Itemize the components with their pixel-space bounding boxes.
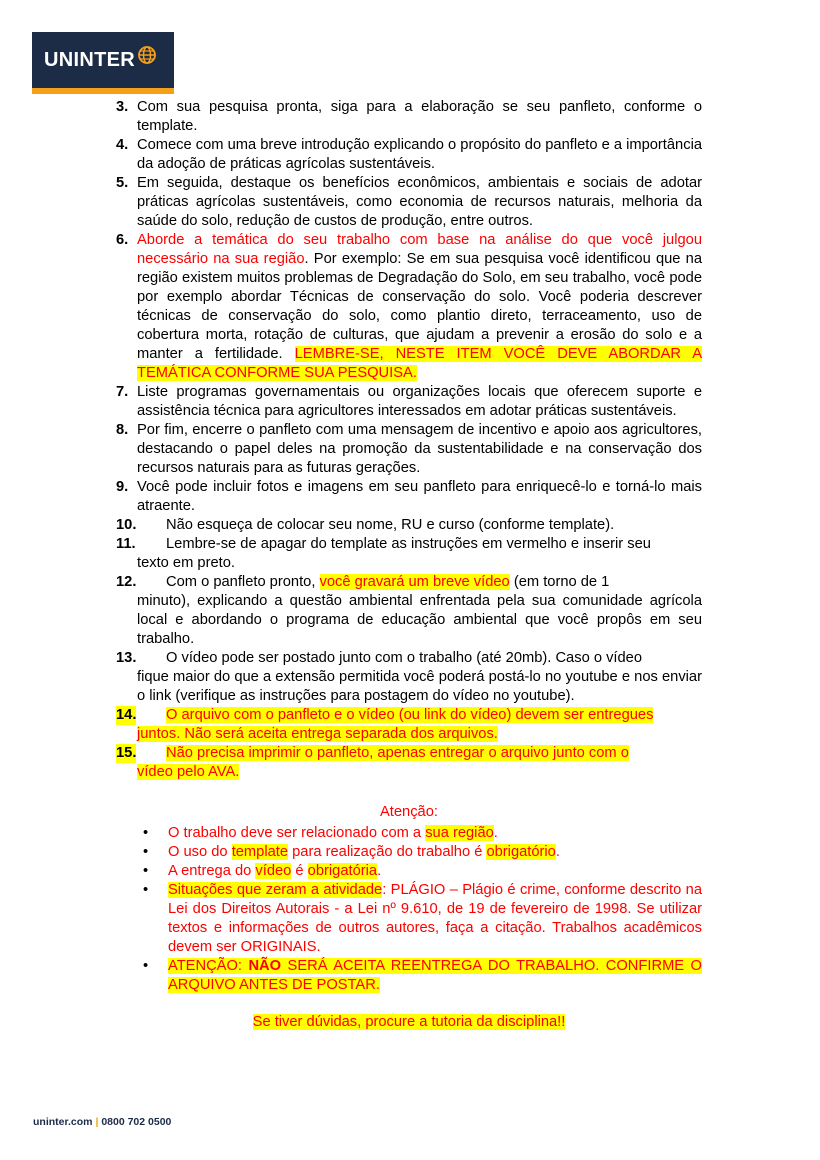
- attention-title: Atenção:: [380, 804, 438, 820]
- bullet-item: [116, 881, 702, 957]
- list-item: [116, 136, 702, 174]
- item-first-line: [166, 707, 653, 723]
- list-item: [116, 516, 702, 535]
- item-number: 9.: [116, 479, 129, 495]
- text-segment: O arquivo com o panfleto e o vídeo (ou link do vídeo) devem ser entregues: [166, 707, 654, 723]
- list-item: [116, 383, 702, 421]
- item-number: 5.: [116, 175, 129, 191]
- logo-accent-bar: [32, 88, 174, 94]
- bullet-icon: •: [143, 958, 149, 974]
- text-segment: você gravará um breve vídeo: [319, 574, 510, 590]
- text-segment: O vídeo pode ser postado junto com o trabalho (até 20mb). Caso o vídeo: [166, 650, 642, 666]
- item-first-line: [166, 517, 614, 533]
- item-continuation: [137, 592, 702, 649]
- text-segment: fique maior do que a extensão permitida você poderá postá-lo no youtube e nos enviar o link (verifique as instruções para postagem do vídeo no youtube).: [137, 669, 702, 704]
- instruction-list: [116, 98, 702, 782]
- text-segment: template: [231, 844, 289, 860]
- document-body: [116, 98, 702, 1032]
- text-segment: .: [555, 844, 560, 860]
- final-message: [116, 1013, 702, 1032]
- list-item: [116, 98, 702, 136]
- text-segment: ATENÇÃO:: [168, 958, 249, 974]
- item-number: 12.: [116, 574, 137, 590]
- text-segment: sua região: [425, 825, 494, 841]
- item-first-line: [166, 574, 609, 590]
- footer-separator: |: [95, 1116, 99, 1128]
- item-continuation: [137, 668, 702, 706]
- list-item: [116, 421, 702, 478]
- text-segment: obrigatório: [486, 844, 556, 860]
- text-segment: Comece com uma breve introdução explicando o propósito do panfleto e a importância da adoção de práticas agrícolas sustentáveis.: [137, 137, 702, 172]
- footer: [33, 1116, 171, 1128]
- text-segment: (em torno de 1: [509, 574, 610, 590]
- bullet-icon: •: [143, 882, 149, 898]
- bullet-item: [116, 957, 702, 995]
- text-segment: Situações que zeram a atividade: [168, 882, 383, 898]
- text-segment: é: [291, 863, 308, 879]
- item-number: 3.: [116, 99, 129, 115]
- text-segment: para realização do trabalho é: [288, 844, 487, 860]
- list-item: [116, 174, 702, 231]
- text-segment: O trabalho deve ser relacionado com a: [168, 825, 426, 841]
- list-item: [116, 744, 702, 782]
- text-segment: juntos. Não será aceita entrega separada dos arquivos.: [137, 726, 498, 742]
- text-segment: Não precisa imprimir o panfleto, apenas entregar o arquivo junto com o: [166, 745, 629, 761]
- text-segment: Você pode incluir fotos e imagens em seu panfleto para enriquecê-lo e torná-lo mais atraente.: [137, 479, 702, 514]
- bullet-icon: •: [143, 863, 149, 879]
- text-segment: .: [493, 825, 498, 841]
- item-number: 8.: [116, 422, 129, 438]
- list-item: [116, 706, 702, 744]
- text-segment: Liste programas governamentais ou organizações locais que oferecem suporte e assistência técnica para agricultores interessados em adotar práticas sustentáveis.: [137, 384, 702, 419]
- text-segment: Em seguida, destaque os benefícios econômicos, ambientais e sociais de adotar práticas agrícolas sustentáveis, como economia de recursos naturais, melhoria da saúde do solo, redução de custos de produção, entre outros.: [137, 175, 702, 229]
- item-first-line: [166, 745, 629, 761]
- list-item: [116, 231, 702, 383]
- logo-box: [32, 32, 174, 88]
- item-number: 14.: [116, 707, 137, 723]
- text-segment: NÃO: [248, 958, 282, 974]
- item-number: 13.: [116, 650, 137, 666]
- text-segment: Aborde a temática do seu trabalho com base na análise do que você julgou necessário na sua região: [137, 232, 702, 267]
- text-segment: LEMBRE-SE, NESTE ITEM VOCÊ DEVE ABORDAR A TEMÁTICA CONFORME SUA PESQUISA.: [137, 346, 703, 381]
- text-segment: Lembre-se de apagar do template as instruções em vermelho e inserir seu: [166, 536, 651, 552]
- bullet-icon: •: [143, 825, 149, 841]
- item-number: 11.: [116, 536, 136, 552]
- text-segment: O uso do: [168, 844, 232, 860]
- item-number: 6.: [116, 232, 129, 248]
- text-segment: Com sua pesquisa pronta, siga para a elaboração se seu panfleto, conforme o template.: [137, 99, 702, 134]
- text-segment: Com o panfleto pronto,: [166, 574, 320, 590]
- logo-text: UNINTER: [44, 49, 135, 71]
- item-first-line: [166, 536, 651, 552]
- text-segment: obrigatória: [307, 863, 378, 879]
- text-segment: : PLÁGIO – Plágio é crime, conforme descrito na Lei dos Direitos Autorais - a Lei nº 9.610, de 19 de fevereiro de 1998. Se utilizar textos e informações de outros autores, faça a citação. Trabalhos acadêmicos devem ser ORIGINAIS.: [168, 882, 702, 955]
- text-segment: vídeo pelo AVA.: [137, 764, 240, 780]
- attention-list: [116, 824, 702, 995]
- list-item: [116, 649, 702, 706]
- final-message-text: Se tiver dúvidas, procure a tutoria da disciplina!!: [252, 1014, 566, 1030]
- globe-icon: [137, 31, 157, 87]
- text-segment: Por fim, encerre o panfleto com uma mensagem de incentivo e apoio aos agricultores, destacando o papel deles na promoção da sustentabilidade e na conservação dos recursos naturais para as futuras gerações.: [137, 422, 702, 476]
- bullet-item: [116, 862, 702, 881]
- item-number: 10.: [116, 517, 137, 533]
- item-continuation: [137, 725, 702, 744]
- item-number: 7.: [116, 384, 129, 400]
- text-segment: minuto), explicando a questão ambiental enfrentada pela sua comunidade agrícola local e abordando o programa de educação ambiental que você propôs em seu trabalho.: [137, 593, 702, 647]
- bullet-icon: •: [143, 844, 149, 860]
- text-segment: vídeo: [255, 863, 292, 879]
- text-segment: SERÁ ACEITA REENTREGA DO TRABALHO. CONFIRME O ARQUIVO ANTES DE POSTAR.: [168, 958, 702, 993]
- item-continuation: [137, 763, 702, 782]
- bullet-item: [116, 843, 702, 862]
- item-number: 15.: [116, 745, 137, 761]
- item-number: 4.: [116, 137, 129, 153]
- item-first-line: [166, 650, 642, 666]
- text-segment: Não esqueça de colocar seu nome, RU e curso (conforme template).: [166, 517, 615, 533]
- footer-site: uninter.com: [33, 1116, 93, 1128]
- list-item: [116, 478, 702, 516]
- text-segment: texto em preto.: [137, 555, 235, 571]
- list-item: [116, 573, 702, 649]
- text-segment: . Por exemplo: Se em sua pesquisa você identificou que na região existem muitos problemas de Degradação do Solo, em seu trabalho, você pode por exemplo abordar Técnicas de conservação do solo. Você poderia descrever técnicas de conservação do solo, como plantio direto, terraceamento, uso de cobertura morta, rotação de culturas, que ajudam a prevenir a erosão do solo e a manter a fertilidade.: [137, 251, 702, 362]
- text-segment: .: [377, 863, 382, 879]
- footer-phone: 0800 702 0500: [101, 1116, 172, 1128]
- text-segment: A entrega do: [168, 863, 256, 879]
- uninter-logo: [32, 32, 174, 94]
- list-item: [116, 535, 702, 573]
- bullet-item: [116, 824, 702, 843]
- item-continuation: [137, 554, 702, 573]
